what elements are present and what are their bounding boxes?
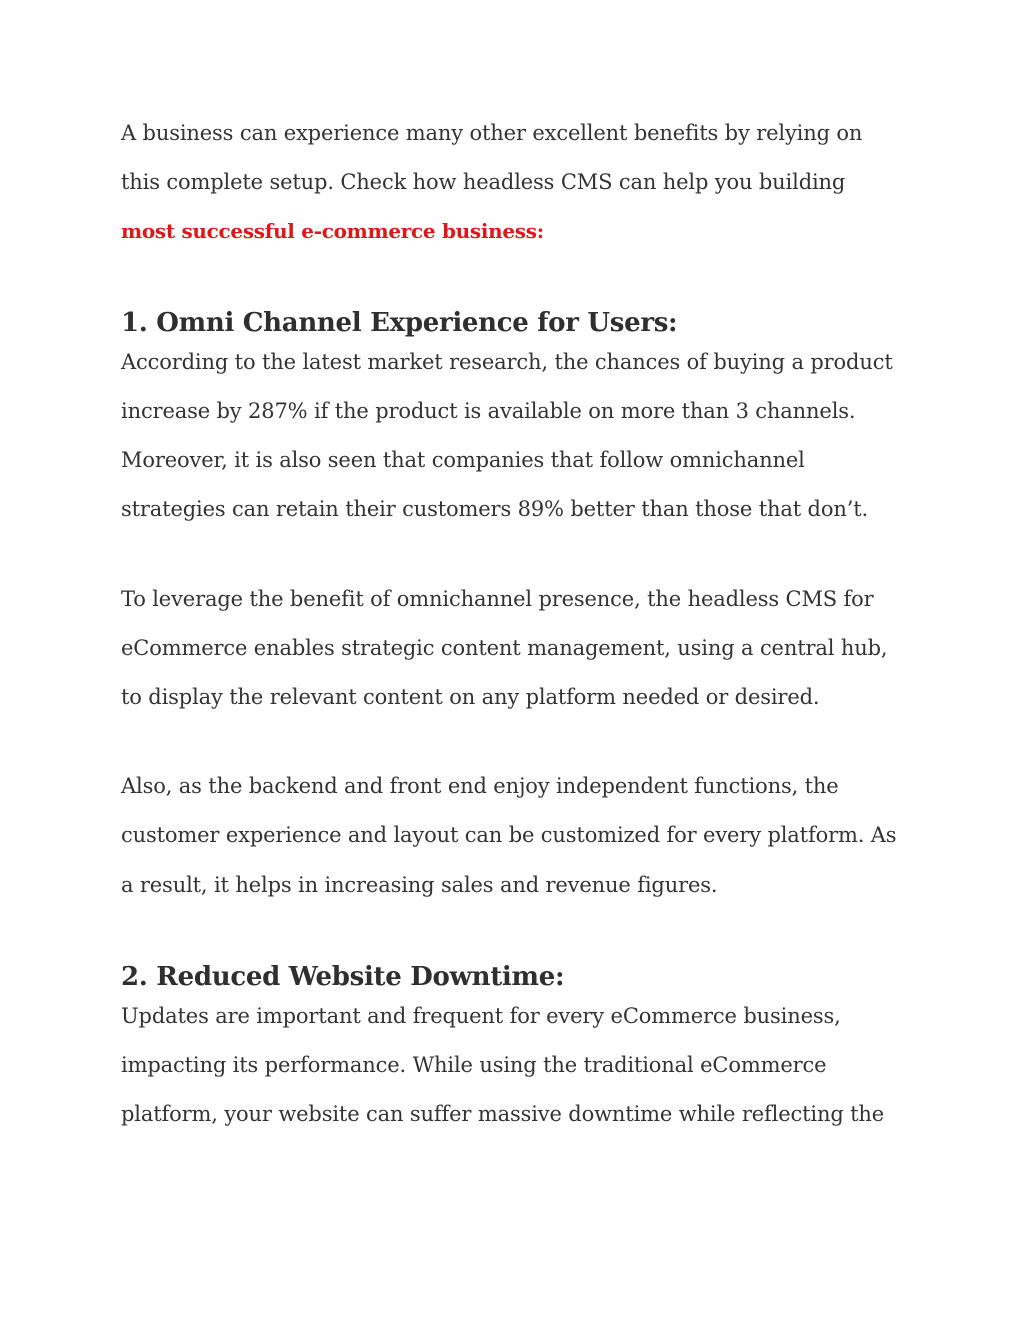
section-1-p3-line-2: customer experience and layout can be customized for every platform. As <box>121 823 897 847</box>
section-1-p1-line-1: According to the latest market research, the chances of buying a product <box>121 350 893 374</box>
section-2-p1-line-3: platform, your website can suffer massive downtime while reflecting the <box>121 1102 885 1126</box>
section-1-p1-line-4: strategies can retain their customers 89% better than those that don’t. <box>121 497 869 521</box>
section-2-p1-line-2: impacting its performance. While using the traditional eCommerce <box>121 1053 827 1077</box>
section-1-heading: 1. Omni Channel Experience for Users: <box>121 308 678 338</box>
section-1-p2-line-1: To leverage the benefit of omnichannel presence, the headless CMS for <box>121 587 874 611</box>
section-1-p3-line-3: a result, it helps in increasing sales and revenue figures. <box>121 873 718 897</box>
intro-line-2: this complete setup. Check how headless CMS can help you building <box>121 170 846 194</box>
section-1-p2-line-3: to display the relevant content on any platform needed or desired. <box>121 685 820 709</box>
section-1-p1-line-3: Moreover, it is also seen that companies that follow omnichannel <box>121 448 805 472</box>
section-1-p2-line-2: eCommerce enables strategic content management, using a central hub, <box>121 636 888 660</box>
section-2-p1-line-1: Updates are important and frequent for every eCommerce business, <box>121 1004 841 1028</box>
intro-line-1: A business can experience many other excellent benefits by relying on <box>121 121 863 145</box>
section-1-p1-line-2: increase by 287% if the product is available on more than 3 channels. <box>121 399 856 423</box>
section-2-heading: 2. Reduced Website Downtime: <box>121 962 565 992</box>
ecommerce-business-link[interactable]: most successful e-commerce business: <box>121 219 544 243</box>
section-1-p3-line-1: Also, as the backend and front end enjoy independent functions, the <box>121 774 839 798</box>
